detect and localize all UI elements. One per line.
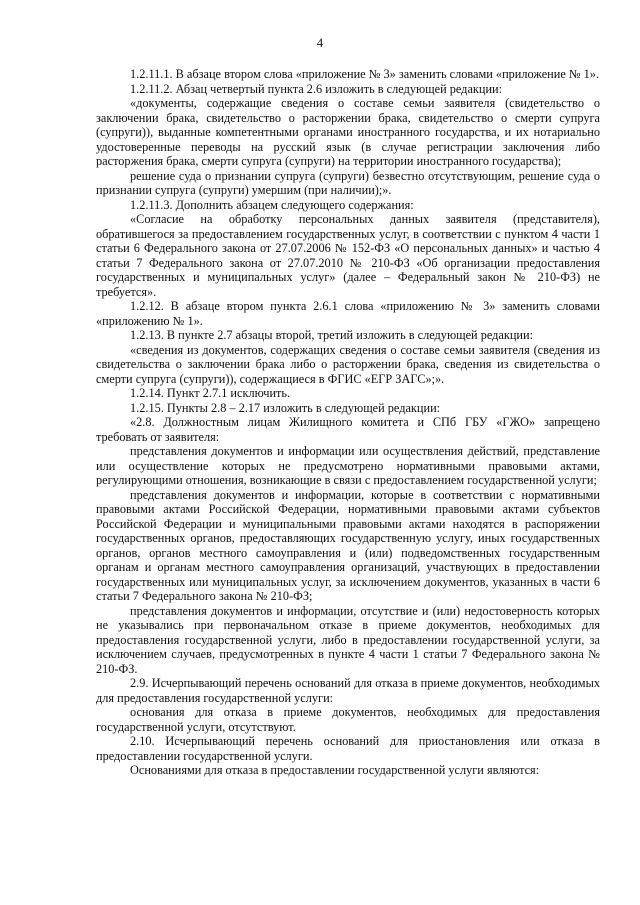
paragraph-consent: «Согласие на обработку персональных данных заявителя (представителя), обратившегося за предоставлением государственных услуг, в соответствии с пунктом 4 части 1 статьи 6 Федерального закона от 27.07.2006 № 152-ФЗ «О персональных данных» и частью 4 статьи 7 Федерального закона от 27.07.2010 № 210-ФЗ «Об организации предоставления государственных и муниципальных услуг» (далее – Федеральный закон № 210-ФЗ) не требуется». bbox=[96, 212, 600, 299]
paragraph-prohibition-2: представления документов и информации, которые в соответствии с нормативными правовыми актами Российской Федерации, нормативными правовыми актами субъектов Российской Федерации и муниципальными правовыми актами находятся в распоряжении государственных органов, предоставляющих государственную услугу, иных государственных органов, органов местного самоуправления и (или) подведомственных государственным органам и органам местного самоуправления организаций, участвующих в предоставлении государственных или муниципальных услуг, за исключением документов, указанных в части 6 статьи 7 Федерального закона № 210-ФЗ; bbox=[96, 487, 600, 603]
paragraph-2-10: 2.10. Исчерпывающий перечень оснований для приостановления или отказа в предоставлении государственной услуги. bbox=[96, 734, 600, 763]
paragraph-1-2-13: 1.2.13. В пункте 2.7 абзацы второй, третий изложить в следующей редакции: bbox=[130, 328, 533, 342]
paragraph-1-2-15: 1.2.15. Пункты 2.8 – 2.17 изложить в следующей редакции: bbox=[130, 400, 441, 415]
document-body bbox=[96, 67, 600, 778]
paragraph-1-2-11-1: 1.2.11.1. В абзаце втором слова «приложение № 3» заменить словами «приложение № 1». bbox=[130, 67, 600, 81]
paragraph-prohibition-1: представления документов и информации или осуществления действий, представление или осуществление которых не предусмотрено нормативными правовыми актами, регулирующими отношения, возникающие в связи с предоставлением государственной услуги; bbox=[96, 444, 600, 487]
paragraph-2-9: 2.9. Исчерпывающий перечень оснований для отказа в приеме документов, необходимых для предоставления государственной услуги: bbox=[96, 676, 600, 705]
paragraph-2-8: «2.8. Должностным лицам Жилищного комитета и СПб ГБУ «ГЖО» запрещено требовать от заявителя: bbox=[96, 415, 600, 444]
paragraph-1-2-11-2: 1.2.11.2. Абзац четвертый пункта 2.6 изложить в следующей редакции: bbox=[130, 81, 503, 96]
page-number: 4 bbox=[316, 36, 324, 50]
paragraph-1-2-11-3: 1.2.11.3. Дополнить абзацем следующего содержания: bbox=[130, 197, 414, 212]
paragraph-no-grounds: основания для отказа в приеме документов, необходимых для предоставления государственной услуги, отсутствуют. bbox=[96, 705, 600, 734]
paragraph-refusal-grounds: Основаниями для отказа в предоставлении государственной услуги являются: bbox=[130, 763, 540, 777]
paragraph-zags-info: «сведения из документов, содержащих сведения о составе семьи заявителя (сведения из свидетельства о заключении брака либо о расторжении брака, сведения из свидетельства о смерти супруга (супруги)), содержащиеся в ФГИС «ЕГР ЗАГС»;». bbox=[96, 342, 600, 386]
paragraph-family-documents: «документы, содержащие сведения о составе семьи заявителя (свидетельство о заключении брака, свидетельство о расторжении брака, свидетельство о смерти супруга (супруги)), выданные компетентными органами иностранного государства, и их нотариально удостоверенные переводы на русский язык (в случае регистрации заключения либо расторжения брака, смерти супруга (супруги) на территории иностранного государства); bbox=[96, 96, 600, 168]
paragraph-court-decision: решение суда о признании супруга (супруги) безвестно отсутствующим, решение суда о признании супруга (супруги) умершим (при наличии);». bbox=[96, 168, 600, 197]
paragraph-1-2-12: 1.2.12. В абзаце втором пункта 2.6.1 слова «приложению № 3» заменить словами «приложению № 1». bbox=[96, 299, 600, 328]
paragraph-prohibition-3: представления документов и информации, отсутствие и (или) недостоверность которых не указывались при первоначальном отказе в приеме документов, необходимых для предоставления государственной услуги, либо в предоставлении государственной услуги, за исключением случаев, предусмотренных в пункте 4 части 1 статьи 7 Федерального закона № 210-ФЗ. bbox=[96, 603, 600, 676]
paragraph-1-2-14: 1.2.14. Пункт 2.7.1 исключить. bbox=[130, 386, 291, 400]
